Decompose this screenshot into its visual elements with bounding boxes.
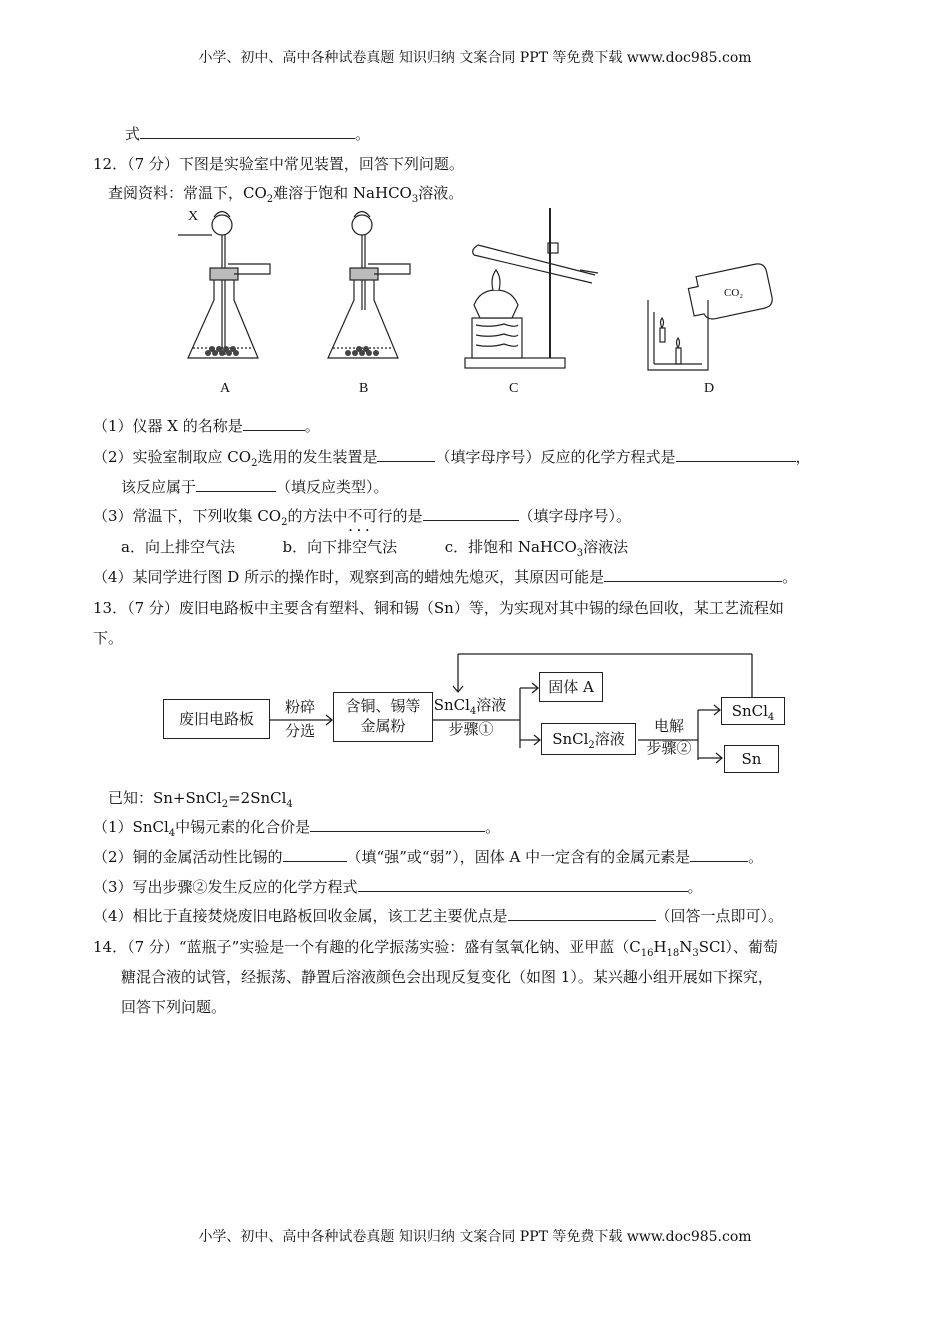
q13-stem-line1: 13．（7 分）废旧电路板中主要含有塑料、铜和锡（Sn）等，为实现对其中锡的绿色回收，某工艺流程如 <box>93 599 784 617</box>
flow-box-sncl2-solution: SnCl$_2$溶液 <box>541 723 636 755</box>
flow-label-electrolysis: 电解 <box>653 717 684 735</box>
flow-box-circuit-board: 废旧电路板 <box>163 699 270 739</box>
q14-line3: 回答下列问题。 <box>121 998 227 1016</box>
q12-stem: 12．（7 分）下图是实验室中常见装置，回答下列问题。 <box>93 155 464 173</box>
flow-box-solid-a: 固体 A <box>539 672 603 702</box>
flow-label-sort: 分选 <box>284 722 315 740</box>
answer-blank[interactable] <box>358 877 688 892</box>
answer-blank[interactable] <box>310 817 485 832</box>
q13-known: 已知：Sn+SnCl$_2$=2SnCl$_4$ <box>108 789 293 810</box>
q13-part2: （2）铜的金属活动性比锡的 （填“强”或“弱”），固体 A 中一定含有的金属元素是 。 <box>93 848 764 866</box>
q12-part3: （3）常温下，下列收集 $CO_2$的方法中不可行 • • •的是 （填字母序号）。 <box>93 506 631 533</box>
option-c: c．排饱和 NaHCO$_3$溶液法 <box>444 538 629 559</box>
apparatus-d-icon <box>648 262 774 370</box>
flow-box-sn-product: Sn <box>724 745 779 773</box>
answer-blank[interactable] <box>196 477 276 492</box>
q12-part4: （4）某同学进行图 D 所示的操作时，观察到高的蜡烛先熄灭，其原因可能是 。 <box>93 568 798 586</box>
q12-info: 查阅资料：常温下，$CO_2$难溶于饱和 NaHCO$_3$溶液。 <box>108 184 464 205</box>
answer-blank[interactable] <box>377 447 435 462</box>
flow-label-step1: 步骤① <box>448 720 494 738</box>
apparatus-b-icon <box>328 212 410 359</box>
flow-label-step2: 步骤② <box>646 739 692 757</box>
answer-blank[interactable] <box>140 124 355 139</box>
flow-label-crush: 粉碎 <box>284 698 315 716</box>
label-co2-bottle: CO₂ <box>724 287 744 299</box>
option-a: a．向上排空气法 <box>121 538 235 556</box>
q13-stem-line2: 下。 <box>93 629 124 647</box>
flow-box-sncl4-product: SnCl$_4$ <box>721 697 785 725</box>
apparatus-a-icon <box>178 212 270 359</box>
option-b: b．向下排空气法 <box>282 538 398 556</box>
page-footer: 小学、初中、高中各种试卷真题 知识归纳 文案合同 PPT 等免费下载 www.doc985.com <box>198 1229 752 1245</box>
answer-blank[interactable] <box>243 416 305 431</box>
q13-part1: （1）SnCl$_4$中锡元素的化合价是 。 <box>93 818 501 839</box>
apparatus-c-icon <box>465 208 598 368</box>
q12-part2-cont: 该反应属于 （填反应类型）。 <box>121 478 389 496</box>
label-d: D <box>704 381 715 396</box>
q12-part2: （2）实验室制取应 $CO_2$选用的发生装置是 （填字母序号）反应的化学方程式是 ， <box>93 448 811 469</box>
label-a: A <box>220 381 231 396</box>
label-x: X <box>188 209 199 224</box>
q13-part4: （4）相比于直接焚烧废旧电路板回收金属，该工艺主要优点是 （回答一点即可）。 <box>93 907 784 925</box>
q13-part3: （3）写出步骤②发生反应的化学方程式 。 <box>93 878 703 896</box>
label-c: C <box>509 381 519 396</box>
answer-blank[interactable] <box>676 447 796 462</box>
prev-question-tail: 式 。 <box>125 125 371 143</box>
answer-blank[interactable] <box>604 567 782 582</box>
label-b: B <box>359 381 369 396</box>
q12-part1: （1）仪器 X 的名称是 。 <box>93 417 320 435</box>
q14-line2: 糖混合液的试管，经振荡、静置后溶液颜色会出现反复变化（如图 1）。某兴趣小组开展如下探究， <box>121 968 773 986</box>
q12-options <box>121 537 628 564</box>
q14-line1: 14．（7 分）“蓝瓶子”实验是一个有趣的化学振荡实验：盛有氢氧化钠、亚甲蓝$(C_{16}H_{18}N_3SCl)$、葡萄 <box>93 938 778 959</box>
answer-blank[interactable] <box>690 847 748 862</box>
flow-box-metal-powder: 含铜、锡等 金属粉 <box>333 692 433 742</box>
flow-label-sncl4-solution: SnCl$_4$溶液 <box>433 696 507 717</box>
apparatus-figure <box>170 200 790 400</box>
page-header: 小学、初中、高中各种试卷真题 知识归纳 文案合同 PPT 等免费下载 www.doc985.com <box>198 50 752 66</box>
answer-blank[interactable] <box>508 906 656 921</box>
answer-blank[interactable] <box>423 506 519 521</box>
emphasis-dots: 不可行 • • • <box>347 506 392 526</box>
answer-blank[interactable] <box>283 847 347 862</box>
